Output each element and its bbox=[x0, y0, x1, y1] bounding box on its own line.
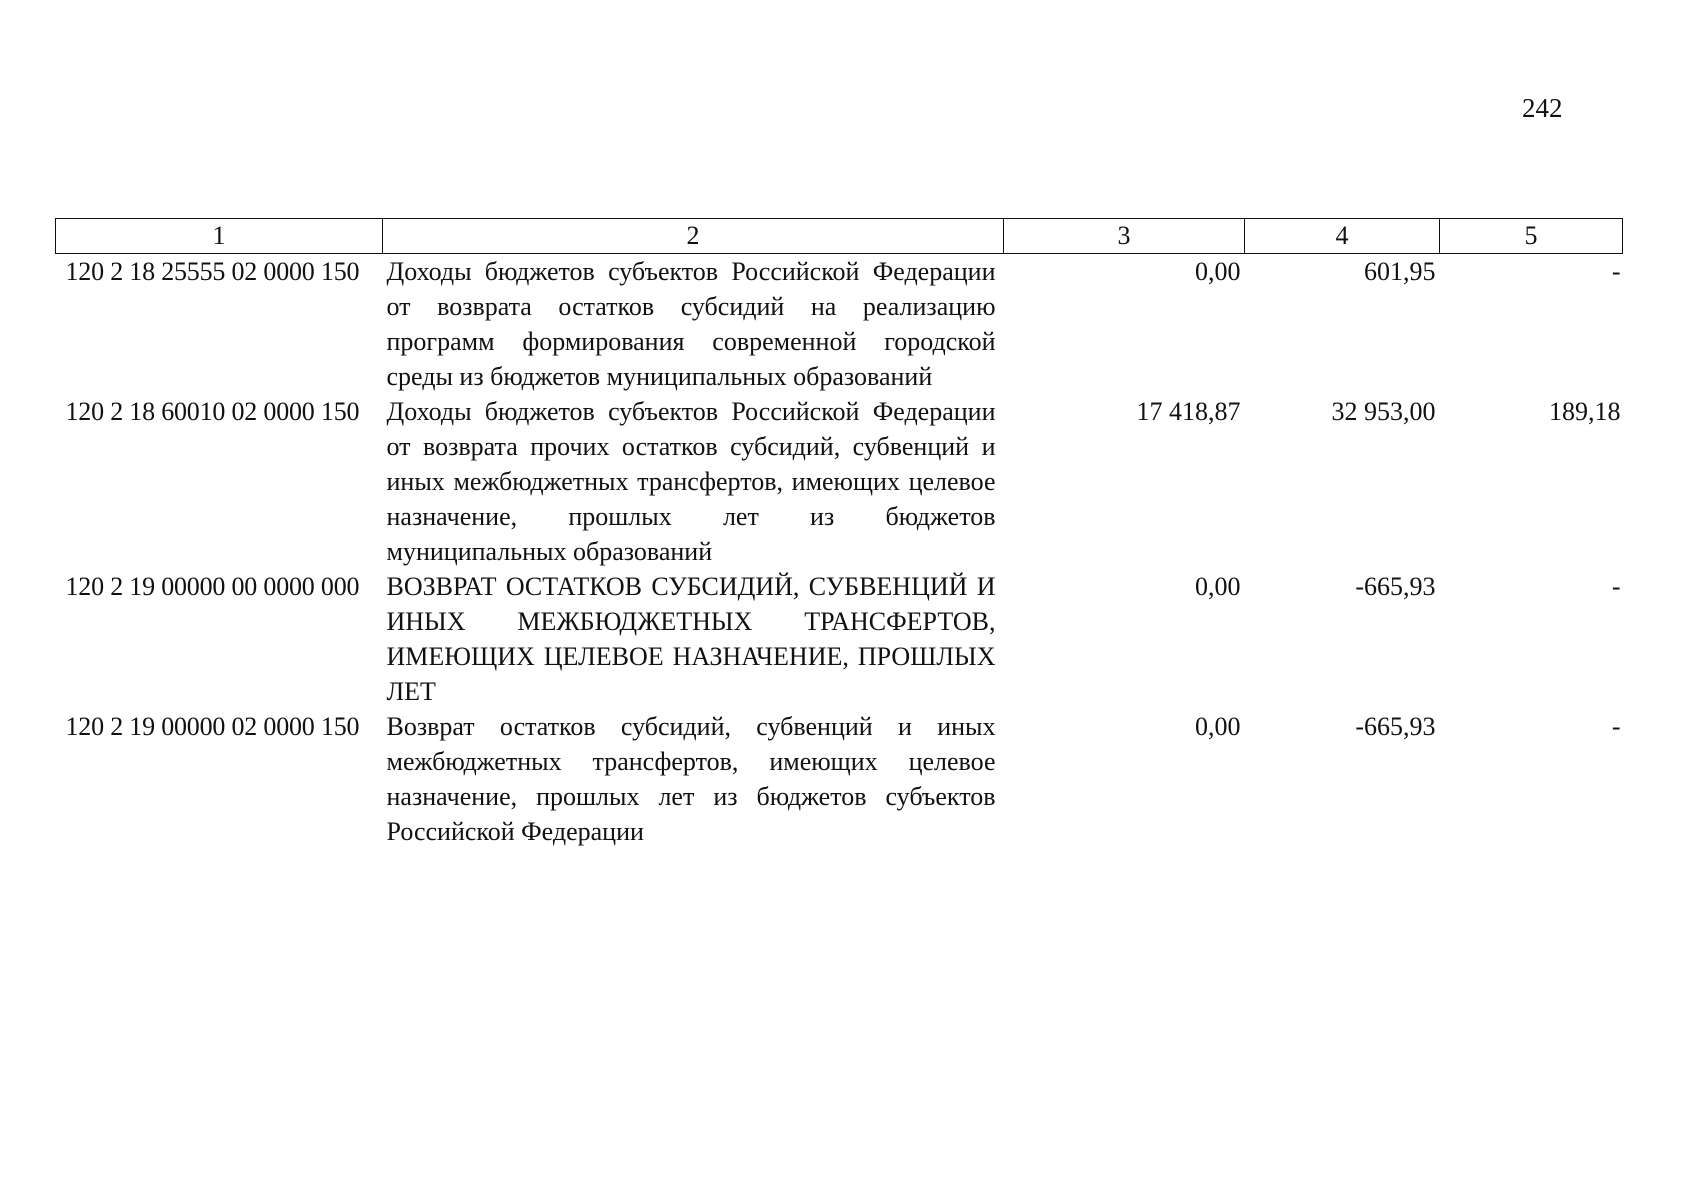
value-col-4: -665,93 bbox=[1355, 712, 1436, 741]
table-header bbox=[56, 219, 1623, 254]
budget-table bbox=[55, 218, 1623, 849]
table-row bbox=[56, 394, 1623, 569]
value-col-3: 0,00 bbox=[1195, 712, 1241, 741]
budget-code: 120 2 18 60010 02 0000 150 bbox=[65, 397, 360, 426]
value-col-5: - bbox=[1611, 257, 1621, 286]
value-col-4: 32 953,00 bbox=[1331, 397, 1436, 426]
value-col-4: 601,95 bbox=[1364, 257, 1436, 286]
value-col-4: -665,93 bbox=[1355, 572, 1436, 601]
value-col-5: 189,18 bbox=[1549, 397, 1621, 426]
table-row bbox=[56, 569, 1623, 709]
value-col-5: - bbox=[1611, 572, 1621, 601]
table-row bbox=[56, 709, 1623, 849]
budget-code: 120 2 19 00000 00 0000 000 bbox=[65, 572, 360, 601]
header-row bbox=[56, 219, 1623, 254]
budget-code: 120 2 18 25555 02 0000 150 bbox=[65, 257, 360, 286]
value-col-3: 0,00 bbox=[1195, 572, 1241, 601]
header-col-3: 3 bbox=[1004, 219, 1245, 254]
header-col-2: 2 bbox=[383, 219, 1004, 254]
value-col-3: 17 418,87 bbox=[1136, 397, 1241, 426]
header-col-4: 4 bbox=[1245, 219, 1440, 254]
header-col-5: 5 bbox=[1440, 219, 1623, 254]
budget-item-name: Доходы бюджетов субъектов Российской Федерации от возврата остатков субсидий на реализацию программ формирования современной городской среды из бюджетов муниципальных образований bbox=[386, 257, 996, 391]
budget-code: 120 2 19 00000 02 0000 150 bbox=[65, 712, 360, 741]
page-number: 242 bbox=[1522, 93, 1563, 123]
value-col-5: - bbox=[1611, 712, 1621, 741]
value-col-3: 0,00 bbox=[1195, 257, 1241, 286]
table-row bbox=[56, 254, 1623, 395]
table-body bbox=[56, 254, 1623, 850]
budget-item-name: Возврат остатков субсидий, субвенций и иных межбюджетных трансфертов, имеющих целевое назначение, прошлых лет из бюджетов субъектов Российской Федерации bbox=[386, 712, 996, 846]
header-col-1: 1 bbox=[56, 219, 383, 254]
budget-item-name: Доходы бюджетов субъектов Российской Федерации от возврата прочих остатков субсидий, субвенций и иных межбюджетных трансфертов, имеющих целевое назначение, прошлых лет из бюджетов муниципальных образований bbox=[386, 397, 996, 566]
budget-item-name: ВОЗВРАТ ОСТАТКОВ СУБСИДИЙ, СУБВЕНЦИЙ И ИНЫХ МЕЖБЮДЖЕТНЫХ ТРАНСФЕРТОВ, ИМЕЮЩИХ ЦЕЛЕВОЕ НАЗНАЧЕНИЕ, ПРОШЛЫХ ЛЕТ bbox=[386, 572, 996, 706]
